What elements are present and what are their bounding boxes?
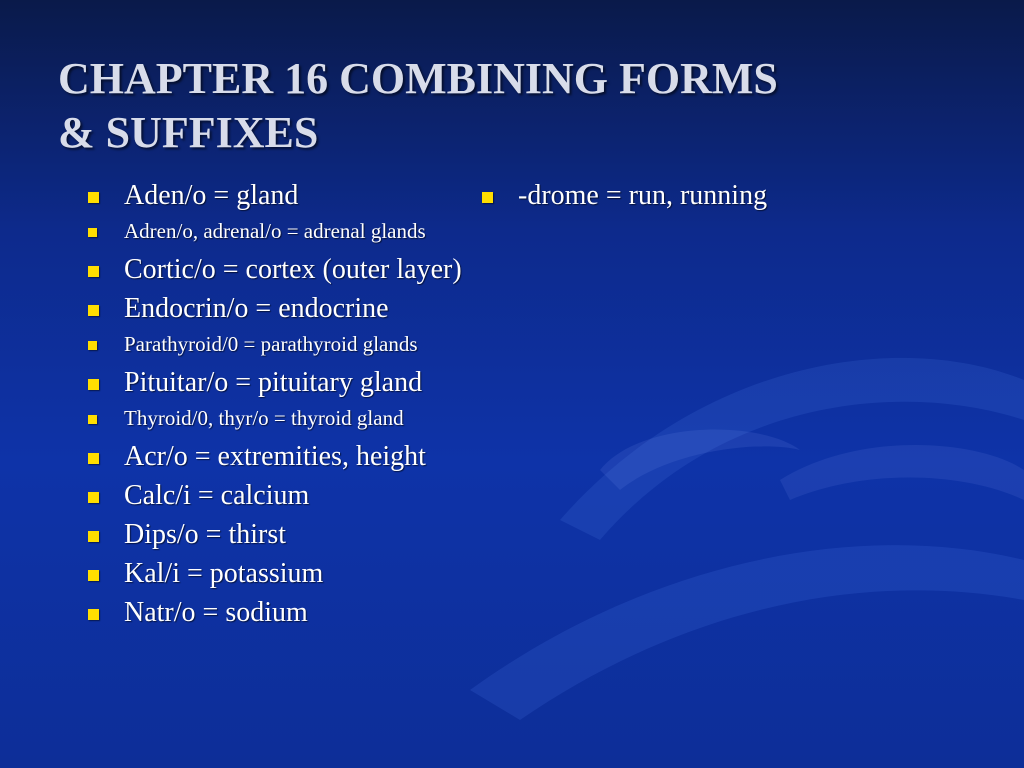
list-item [86,480,486,512]
bullet-square-icon [88,531,99,542]
bullet-square-icon [88,415,97,424]
list-item-text: Cortic/o = cortex (outer layer) [124,254,462,285]
slide-title [58,52,958,160]
list-item-text: Kal/i = potassium [124,558,324,589]
list-item-text: Parathyroid/0 = parathyroid glands [124,332,418,356]
bullet-square-icon [482,192,493,203]
list-item-text: Adren/o, adrenal/o = adrenal glands [124,219,426,243]
list-item-text: Endocrin/o = endocrine [124,293,389,324]
list-item-text: Pituitar/o = pituitary gland [124,367,423,398]
list-item-text: Calc/i = calcium [124,480,310,511]
bullet-square-icon [88,453,99,464]
list-item-text: Acr/o = extremities, height [124,441,426,472]
list-item-text: -drome = run, running [518,180,768,211]
list-item [86,332,486,356]
list-item [86,441,486,473]
list-item [86,558,486,590]
list-item [480,180,840,212]
list-item [86,219,486,243]
list-item-text: Thyroid/0, thyr/o = thyroid gland [124,406,404,430]
bullet-square-icon [88,379,99,390]
left-bullet-list [86,180,486,636]
bullet-square-icon [88,228,97,237]
bullet-square-icon [88,570,99,581]
title-line-1: CHAPTER 16 COMBINING FORMS [58,54,778,103]
bullet-square-icon [88,492,99,503]
bullet-square-icon [88,305,99,316]
list-item [86,597,486,629]
bullet-square-icon [88,341,97,350]
bullet-square-icon [88,266,99,277]
list-item-text: Aden/o = gland [124,180,299,211]
list-item [86,180,486,212]
title-line-2: & SUFFIXES [58,108,319,157]
list-item [86,254,486,286]
list-item [86,406,486,430]
list-item-text: Dips/o = thirst [124,519,287,550]
right-bullet-list [480,180,840,219]
list-item [86,367,486,399]
list-item-text: Natr/o = sodium [124,597,308,628]
list-item [86,293,486,325]
list-item [86,519,486,551]
bullet-square-icon [88,192,99,203]
bullet-square-icon [88,609,99,620]
